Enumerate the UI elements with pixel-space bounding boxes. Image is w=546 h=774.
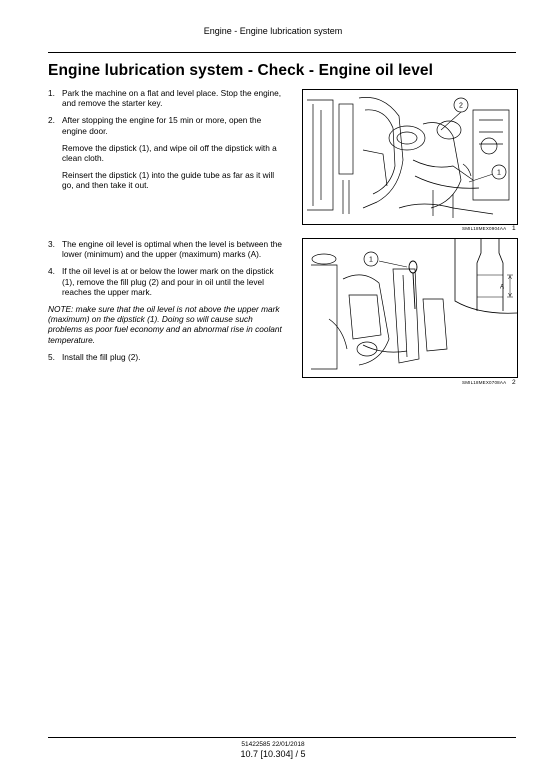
dipstick-drawing <box>303 239 517 377</box>
section-title: Engine lubrication system - Check - Engine oil level <box>48 62 434 79</box>
figure-number: 2 <box>512 379 516 386</box>
dipstick-shaft <box>413 273 415 309</box>
callout-number: 1 <box>369 256 373 264</box>
note: NOTE: make sure that the oil level is not above the upper mark (maximum) on the dipstick (1). Doing so will cause such problems as poor fuel economy and an abnormal rise in coolant temperature. <box>48 304 282 345</box>
step-text: Install the fill plug (2). <box>62 351 141 362</box>
footer-rule <box>48 737 516 738</box>
running-header: Engine - Engine lubrication system <box>203 26 343 36</box>
step-text: Park the machine on a flat and level place. Stop the engine, and remove the starter key. <box>62 88 282 109</box>
step-2-detail: Reinsert the dipstick (1) into the guide tube as far as it will go, and then take it out. <box>62 170 275 191</box>
figure-engine-dipstick-location <box>302 89 518 225</box>
step-text: If the oil level is at or below the lower mark on the dipstick (1), remove the fill plug (2) and pour in oil until the level reaches the upper mark. <box>62 266 274 297</box>
callout-number: 1 <box>497 169 501 177</box>
dipstick-handle <box>409 261 417 273</box>
dimension-label: A <box>499 284 505 291</box>
detail-inset <box>455 239 517 313</box>
instructions-part-1 <box>48 88 286 198</box>
step-number: 1. <box>48 88 55 98</box>
leader-line <box>441 112 461 130</box>
figure-code: SMIL18MEX0708AA <box>462 380 507 385</box>
engine-compartment-drawing <box>303 90 517 224</box>
leader-line <box>379 261 407 267</box>
step-4 <box>48 266 286 297</box>
document-reference: 51422585 22/01/2018 <box>241 741 305 748</box>
step-number: 2. <box>48 115 55 126</box>
figure-number: 1 <box>512 225 516 232</box>
step-1 <box>48 88 286 108</box>
step-2-detail: Remove the dipstick (1), and wipe oil off the dipstick with a clean cloth. <box>62 142 277 164</box>
figure-code: SMIL18MEX0904AA <box>462 226 507 231</box>
leader-line <box>469 174 493 182</box>
step-2 <box>48 115 286 135</box>
page-number: 10.7 [10.304] / 5 <box>240 749 306 759</box>
header-rule <box>48 52 516 53</box>
figure-dipstick-marks <box>302 238 518 378</box>
instructions-part-2 <box>48 239 286 369</box>
step-text: After stopping the engine for 15 min or more, open the engine door. <box>62 115 262 136</box>
step-number: 5. <box>48 351 55 362</box>
step-5 <box>48 352 286 362</box>
callout-number: 2 <box>459 102 463 110</box>
step-number: 4. <box>48 266 55 277</box>
step-text: The engine oil level is optimal when the level is between the lower (minimum) and the upper (maximum) marks (A). <box>62 239 282 260</box>
step-number: 3. <box>48 239 55 249</box>
step-3 <box>48 239 286 259</box>
